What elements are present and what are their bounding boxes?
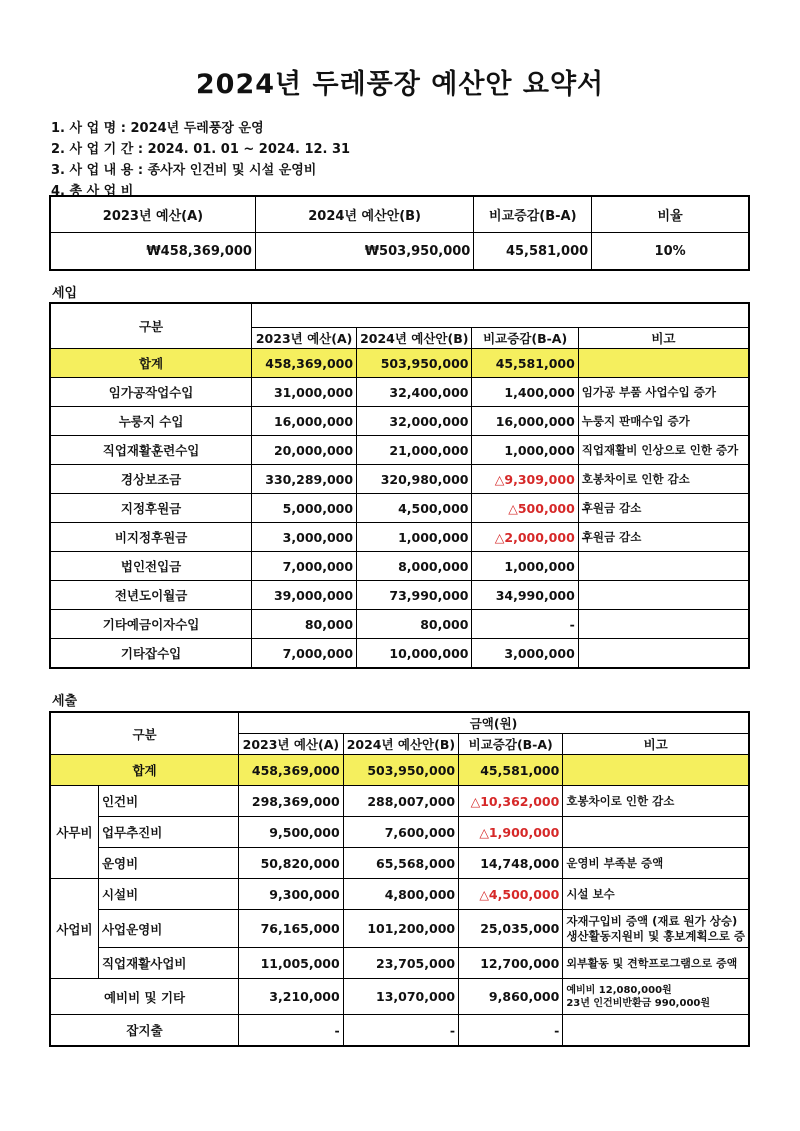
income-item-a: 7,000,000 [252, 639, 357, 669]
income-item-note: 후원금 감소 [578, 523, 749, 552]
expense-total-diff: 45,581,000 [459, 755, 563, 786]
income-item-name: 누룽지 수입 [50, 407, 252, 436]
expense-item-name: 업무추진비 [98, 817, 238, 848]
expense-item-name: 인건비 [98, 786, 238, 817]
expense-item-b: 65,568,000 [343, 848, 458, 879]
income-item-b: 32,400,000 [357, 378, 472, 407]
income-total-label: 합계 [50, 349, 252, 378]
income-col-header: 2023년 예산(A) [252, 327, 357, 348]
expense-item-note: 호봉차이로 인한 감소 [563, 786, 749, 817]
expense-note-line: 자재구입비 증액 (재료 원가 상승) [566, 913, 738, 928]
expense-item-b: 101,200,000 [343, 910, 458, 948]
project-content-line: 3. 사 업 내 용 : 종사자 인건비 및 시설 운영비 [51, 163, 317, 178]
income-item-b: 32,000,000 [357, 407, 472, 436]
income-item-name: 임가공작업수입 [50, 378, 252, 407]
expense-item-name: 시설비 [98, 879, 238, 910]
income-item-note [578, 552, 749, 581]
expense-item-a: 298,369,000 [239, 786, 344, 817]
expense-total-a: 458,369,000 [239, 755, 344, 786]
income-item-note: 후원금 감소 [578, 494, 749, 523]
expense-item-a: 9,500,000 [239, 817, 344, 848]
summary-header-cell: 2024년 예산안(B) [255, 196, 473, 233]
expense-row [50, 817, 749, 848]
income-total-a: 458,369,000 [252, 349, 357, 378]
expense-group-label: 사업비 [50, 879, 98, 979]
summary-value-cell: 10% [592, 233, 749, 271]
income-item-name: 법인전입금 [50, 552, 252, 581]
income-row [50, 494, 749, 523]
expense-misc-b: - [343, 1015, 458, 1047]
expense-reserve-note-line: 23년 인건비반환금 990,000원 [566, 997, 711, 1009]
income-item-name: 비지정후원금 [50, 523, 252, 552]
summary-table [49, 195, 750, 271]
summary-value-cell: ₩458,369,000 [50, 233, 255, 271]
summary-header-row [50, 196, 749, 233]
expense-item-b: 7,600,000 [343, 817, 458, 848]
income-total-b: 503,950,000 [357, 349, 472, 378]
income-row [50, 436, 749, 465]
expense-note-line: 생산활동지원비 및 홍보계획으로 증 [566, 928, 745, 943]
income-category-header: 구분 [50, 303, 252, 349]
income-item-b: 80,000 [357, 610, 472, 639]
expense-item-a: 9,300,000 [239, 879, 344, 910]
income-col-header: 2024년 예산안(B) [357, 327, 472, 348]
expense-misc-diff: - [459, 1015, 563, 1047]
expense-item-a: 76,165,000 [239, 910, 344, 948]
income-col-header: 비고 [578, 327, 749, 348]
expense-item-diff: 12,700,000 [459, 948, 563, 979]
income-item-b: 1,000,000 [357, 523, 472, 552]
income-item-diff: 1,000,000 [472, 552, 578, 581]
expense-section-label: 세출 [52, 694, 78, 709]
expense-row [50, 948, 749, 979]
income-item-b: 73,990,000 [357, 581, 472, 610]
expense-col-header: 2024년 예산안(B) [343, 734, 458, 755]
income-item-diff: 1,000,000 [472, 436, 578, 465]
expense-row [50, 848, 749, 879]
income-item-note: 직업재활비 인상으로 인한 증가 [578, 436, 749, 465]
income-item-note: 호봉차이로 인한 감소 [578, 465, 749, 494]
income-total-diff: 45,581,000 [472, 349, 578, 378]
project-name-line: 1. 사 업 명 : 2024년 두레풍장 운영 [51, 121, 264, 136]
expense-reserve-note [563, 979, 749, 1015]
income-item-b: 320,980,000 [357, 465, 472, 494]
expense-item-b: 288,007,000 [343, 786, 458, 817]
income-item-note [578, 639, 749, 669]
income-item-a: 20,000,000 [252, 436, 357, 465]
expense-item-name: 운영비 [98, 848, 238, 879]
income-item-diff: 3,000,000 [472, 639, 578, 669]
expense-misc-a: - [239, 1015, 344, 1047]
expense-col-header: 비교증감(B-A) [459, 734, 563, 755]
income-item-note: 임가공 부품 사업수입 증가 [578, 378, 749, 407]
income-item-diff: △500,000 [472, 494, 578, 523]
income-row [50, 378, 749, 407]
income-item-note [578, 581, 749, 610]
expense-category-header: 구분 [50, 712, 239, 755]
total-budget-line: 4. 총 사 업 비 [51, 184, 134, 199]
expense-misc-note [563, 1015, 749, 1047]
income-row [50, 465, 749, 494]
expense-item-a: 11,005,000 [239, 948, 344, 979]
income-item-note [578, 610, 749, 639]
income-item-diff: - [472, 610, 578, 639]
project-period-line: 2. 사 업 기 간 : 2024. 01. 01 ~ 2024. 12. 31 [51, 142, 351, 157]
income-row [50, 639, 749, 669]
expense-reserve-diff: 9,860,000 [459, 979, 563, 1015]
income-item-a: 39,000,000 [252, 581, 357, 610]
summary-value-cell: ₩503,950,000 [255, 233, 473, 271]
expense-reserve-note-line: 예비비 12,080,000원 [566, 984, 672, 996]
expense-item-diff: △10,362,000 [459, 786, 563, 817]
income-item-name: 경상보조금 [50, 465, 252, 494]
income-item-diff: 1,400,000 [472, 378, 578, 407]
expense-item-diff: △4,500,000 [459, 879, 563, 910]
expense-item-note [563, 817, 749, 848]
expense-col-header: 비고 [563, 734, 749, 755]
income-item-a: 330,289,000 [252, 465, 357, 494]
expense-row [50, 910, 749, 948]
expense-reserve-row [50, 979, 749, 1015]
income-total-row [50, 349, 749, 378]
income-item-a: 7,000,000 [252, 552, 357, 581]
expense-reserve-label: 예비비 및 기타 [50, 979, 239, 1015]
page-title: 2024년 두레풍장 예산안 요약서 [195, 69, 605, 100]
income-item-diff: 16,000,000 [472, 407, 578, 436]
expense-reserve-b: 13,070,000 [343, 979, 458, 1015]
income-item-b: 10,000,000 [357, 639, 472, 669]
expense-misc-label: 잡지출 [50, 1015, 239, 1047]
income-row [50, 581, 749, 610]
income-item-name: 기타잡수입 [50, 639, 252, 669]
expense-item-name: 직업재활사업비 [98, 948, 238, 979]
expense-misc-row [50, 1015, 749, 1047]
income-table [49, 302, 750, 669]
expense-item-diff: △1,900,000 [459, 817, 563, 848]
expense-item-b: 4,800,000 [343, 879, 458, 910]
expense-item-note: 시설 보수 [563, 879, 749, 910]
income-item-name: 기타예금이자수입 [50, 610, 252, 639]
income-item-a: 80,000 [252, 610, 357, 639]
expense-amount-header: 금액(원) [239, 712, 749, 734]
expense-total-label: 합계 [50, 755, 239, 786]
income-item-b: 21,000,000 [357, 436, 472, 465]
expense-item-note: 외부활동 및 견학프로그램으로 증액 [563, 948, 749, 979]
income-section-label: 세입 [52, 286, 78, 301]
income-header-blank [252, 303, 749, 327]
income-row [50, 523, 749, 552]
income-col-header: 비교증감(B-A) [472, 327, 578, 348]
expense-total-b: 503,950,000 [343, 755, 458, 786]
summary-header-cell: 비율 [592, 196, 749, 233]
expense-table [49, 711, 750, 1047]
expense-item-note [563, 910, 749, 948]
expense-item-note: 운영비 부족분 증액 [563, 848, 749, 879]
income-item-note: 누룽지 판매수입 증가 [578, 407, 749, 436]
project-info [51, 118, 350, 202]
expense-item-a: 50,820,000 [239, 848, 344, 879]
income-row [50, 610, 749, 639]
expense-header-row-1 [50, 712, 749, 734]
summary-value-row [50, 233, 749, 271]
income-item-b: 8,000,000 [357, 552, 472, 581]
income-item-a: 3,000,000 [252, 523, 357, 552]
income-item-diff: △9,309,000 [472, 465, 578, 494]
income-item-a: 5,000,000 [252, 494, 357, 523]
summary-header-cell: 비교증감(B-A) [474, 196, 592, 233]
income-total-note [578, 349, 749, 378]
income-item-diff: △2,000,000 [472, 523, 578, 552]
income-row [50, 552, 749, 581]
expense-row [50, 879, 749, 910]
expense-reserve-a: 3,210,000 [239, 979, 344, 1015]
summary-value-cell: 45,581,000 [474, 233, 592, 271]
income-header-row-1 [50, 303, 749, 327]
expense-total-row [50, 755, 749, 786]
expense-group-label: 사무비 [50, 786, 98, 879]
income-item-name: 직업재활훈련수입 [50, 436, 252, 465]
expense-col-header: 2023년 예산(A) [239, 734, 344, 755]
expense-item-b: 23,705,000 [343, 948, 458, 979]
income-item-a: 31,000,000 [252, 378, 357, 407]
income-item-name: 지정후원금 [50, 494, 252, 523]
income-item-name: 전년도이월금 [50, 581, 252, 610]
income-item-a: 16,000,000 [252, 407, 357, 436]
expense-item-diff: 14,748,000 [459, 848, 563, 879]
income-row [50, 407, 749, 436]
expense-item-diff: 25,035,000 [459, 910, 563, 948]
income-item-diff: 34,990,000 [472, 581, 578, 610]
expense-row [50, 786, 749, 817]
expense-total-note [563, 755, 749, 786]
summary-header-cell: 2023년 예산(A) [50, 196, 255, 233]
income-item-b: 4,500,000 [357, 494, 472, 523]
expense-item-name: 사업운영비 [98, 910, 238, 948]
